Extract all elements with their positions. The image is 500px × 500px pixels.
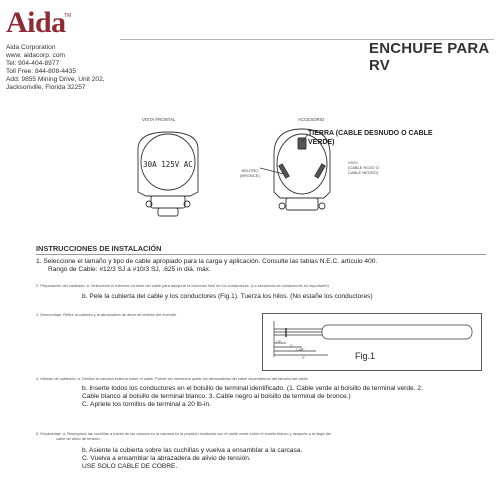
step-4-b: [82, 385, 494, 410]
plug-rating-text: 30A 125V AC: [143, 160, 193, 169]
company-line: Toll Free: 844-808-4435: [6, 68, 77, 75]
front-plug-cord-boot: [158, 208, 178, 216]
step-4-c: C. Apriete los tornillos de terminal a 20 lb-in.: [82, 401, 212, 409]
live-label-line: (CABLE ROJO O: [348, 165, 379, 170]
company-line: Add: 9855 Mining Drive, Unit 202,: [6, 76, 105, 83]
ground-label: TIERRA (CABLE DESNUDO O CABLE VERDE): [308, 130, 433, 146]
step-5-d: USE SOLO CABLE DE COBRE.: [82, 463, 178, 471]
company-line: Aida Corporation: [6, 44, 56, 51]
fig1-label: Fig.1: [355, 351, 376, 361]
step-5-subs: [82, 447, 302, 472]
live-label-line: CABLE NEGRO): [348, 170, 379, 175]
live-label: [348, 160, 379, 175]
fig1-dimension: 2": [302, 356, 305, 360]
step-2-intro: 2. Preparación del cableado: a. Seleccione el extremo correcto del cable para asegurar la inserción fácil de los conductores. (La secuencia de conductores es importante): [36, 283, 329, 288]
step-1: [36, 258, 491, 274]
step-4-b-line: Cable blanco al bolsillo de terminal blanco. 3. Cable negro al bolsillo de terminal de bronce.): [82, 393, 351, 401]
aida-logo: Aida: [6, 6, 66, 39]
fig1-dimension: 1/2": [276, 340, 282, 344]
front-view-label: VISTA FRONTAL: [142, 117, 176, 122]
neutral-label: [240, 168, 260, 178]
fig1-frame: [263, 314, 482, 371]
company-info: [6, 44, 105, 92]
step-5-intro-line: cable de alivio de tensión.: [56, 436, 101, 441]
step-5-c: C. Vuelva a ensamblar la abrazadera de alivio de tensión.: [82, 455, 251, 463]
step-5-intro: [36, 431, 331, 441]
fig1-diagram: [262, 313, 482, 371]
company-line: www. aidacorp. com: [6, 52, 65, 59]
company-line: Jacksonville, Florida 32257: [6, 84, 86, 91]
front-plug-diagram: [118, 124, 218, 224]
step-3-text: 3. Desmontaje: Retire la cubierta y la abrazadera de alivio de tensión del enchufe.: [36, 312, 178, 317]
step-4-b-line: b. Inserte todos los conductores en el bolsillo de terminal identificado. (1. Cable verde al bolsillo de terminal verde. 2.: [82, 385, 423, 392]
step-1-text: 1. Seleccione el tamaño y tipo de cable apropiado para la carga y aplicación. Consulte las tablas N.E.C. artículo 400.: [36, 258, 378, 265]
step-5-intro-line: 5. Ensamblaje: a. Reemplace las cuchillas a través de las ranuras en la carcasa en la posición mostrada con el cable verde sobre el tornillo blanco y después a la larga del: [36, 431, 331, 436]
instructions-divider: [36, 254, 486, 255]
neutral-label-line: NEUTRO: [241, 168, 259, 173]
step-4-intro: 4. Método de cableado: a. Deslice la carcasa externa sobre el cable. Puede ser necesario quitar los abrazaderas del cable dependiendo del tamaño del cable.: [36, 376, 309, 381]
live-label-line: VIVO: [348, 160, 358, 165]
fig1-dimension: 1": [290, 344, 293, 348]
rear-view-label: ACCESORIO: [298, 117, 325, 122]
logo-trademark: TM: [64, 13, 72, 19]
neutral-label-line: (BRONCE): [240, 173, 260, 178]
step-1-range: Rango de Cable: #12/3 SJ a #10/3 SJ, .625 in diá. máx.: [48, 266, 211, 274]
step-2-b: b. Pele la cubierta del cable y los conductores (Fig.1). Tuerza los hilos. (No estañe los conductores): [82, 293, 373, 300]
page-title: ENCHUFE PARA RV: [369, 40, 489, 74]
fig1-dimension: 1-5/8": [296, 348, 305, 352]
step-5-b: b. Asiente la cubierta sobre las cuchillas y vuelva a ensamblar a la carcasa.: [82, 447, 303, 454]
company-line: Tel: 904-404-8977: [6, 60, 60, 67]
instructions-title: INSTRUCCIONES DE INSTALACIÓN: [36, 244, 162, 253]
front-plug-neck: [151, 196, 185, 208]
neutral-leader: [260, 168, 284, 174]
